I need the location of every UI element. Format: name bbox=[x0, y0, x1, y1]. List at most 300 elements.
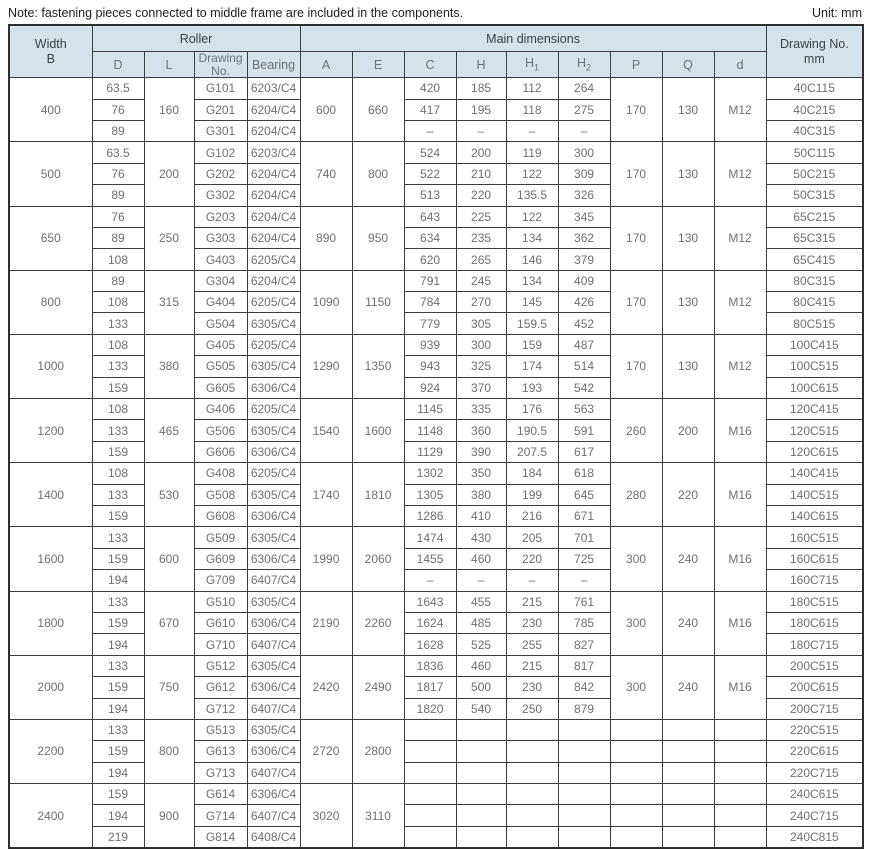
cell-p: 170 bbox=[610, 270, 662, 334]
cell-diameter: 159 bbox=[92, 677, 144, 698]
cell-diameter: 194 bbox=[92, 805, 144, 826]
subheader-d-thread: d bbox=[714, 52, 766, 78]
cell-h1: 255 bbox=[506, 634, 558, 655]
cell-bearing: 6306/C4 bbox=[247, 548, 300, 569]
cell-q: 240 bbox=[662, 655, 714, 719]
cell-drawing-no: 220C715 bbox=[766, 762, 863, 783]
cell-q: 130 bbox=[662, 270, 714, 334]
cell-d-thread: M12 bbox=[714, 206, 766, 270]
cell-e: 2800 bbox=[352, 719, 404, 783]
header-main-dimensions: Main dimensions bbox=[300, 25, 766, 52]
cell-e: 1810 bbox=[352, 463, 404, 527]
cell-h bbox=[456, 784, 506, 805]
cell-h2 bbox=[558, 784, 610, 805]
cell-d-thread bbox=[714, 805, 766, 826]
cell-bearing: 6305/C4 bbox=[247, 313, 300, 334]
cell-bearing: 6306/C4 bbox=[247, 677, 300, 698]
cell-diameter: 159 bbox=[92, 784, 144, 805]
cell-diameter: 108 bbox=[92, 463, 144, 484]
cell-h2 bbox=[558, 826, 610, 848]
note-text: Note: fastening pieces connected to middle frame are included in the components. bbox=[8, 6, 464, 20]
cell-d-thread bbox=[714, 741, 766, 762]
cell-p bbox=[610, 826, 662, 848]
cell-bearing: 6407/C4 bbox=[247, 805, 300, 826]
cell-drawing-no: 80C315 bbox=[766, 270, 863, 291]
cell-diameter: 108 bbox=[92, 399, 144, 420]
cell-drawing: G201 bbox=[194, 99, 247, 120]
table-row bbox=[9, 655, 863, 676]
cell-h2: 300 bbox=[558, 142, 610, 163]
cell-width: 650 bbox=[9, 206, 92, 270]
spec-table bbox=[8, 24, 864, 849]
subheader-drawing-no: Drawing No. bbox=[194, 52, 247, 78]
cell-bearing: 6205/C4 bbox=[247, 249, 300, 270]
cell-h1: 112 bbox=[506, 78, 558, 99]
cell-diameter: 159 bbox=[92, 548, 144, 569]
cell-a: 1090 bbox=[300, 270, 352, 334]
cell-diameter: 89 bbox=[92, 120, 144, 141]
subheader-h2: $H_2$ bbox=[558, 52, 610, 78]
cell-c: 784 bbox=[404, 292, 456, 313]
cell-q: 240 bbox=[662, 591, 714, 655]
cell-h: 300 bbox=[456, 334, 506, 355]
cell-drawing-no: 200C615 bbox=[766, 677, 863, 698]
cell-h: 380 bbox=[456, 484, 506, 505]
cell-drawing: G202 bbox=[194, 163, 247, 184]
table-header bbox=[9, 25, 863, 78]
cell-h1: 193 bbox=[506, 377, 558, 398]
cell-drawing: G714 bbox=[194, 805, 247, 826]
cell-h: 225 bbox=[456, 206, 506, 227]
cell-h1: 118 bbox=[506, 99, 558, 120]
cell-h2: 542 bbox=[558, 377, 610, 398]
cell-h bbox=[456, 826, 506, 848]
cell-diameter: 133 bbox=[92, 527, 144, 548]
cell-c: 1129 bbox=[404, 441, 456, 462]
cell-q: 200 bbox=[662, 399, 714, 463]
subheader-l: L bbox=[144, 52, 194, 78]
cell-width: 2400 bbox=[9, 784, 92, 849]
cell-length: 465 bbox=[144, 399, 194, 463]
cell-q: 240 bbox=[662, 527, 714, 591]
cell-a: 600 bbox=[300, 78, 352, 142]
cell-h: 370 bbox=[456, 377, 506, 398]
cell-h: 220 bbox=[456, 185, 506, 206]
cell-drawing: G613 bbox=[194, 741, 247, 762]
unit-label: Unit: mm bbox=[812, 6, 862, 20]
cell-width: 1800 bbox=[9, 591, 92, 655]
cell-e: 1350 bbox=[352, 334, 404, 398]
cell-h2: 591 bbox=[558, 420, 610, 441]
cell-bearing: 6204/C4 bbox=[247, 270, 300, 291]
cell-bearing: 6204/C4 bbox=[247, 120, 300, 141]
cell-drawing-no: 40C215 bbox=[766, 99, 863, 120]
cell-length: 250 bbox=[144, 206, 194, 270]
cell-h1 bbox=[506, 741, 558, 762]
cell-h2: 264 bbox=[558, 78, 610, 99]
cell-drawing: G713 bbox=[194, 762, 247, 783]
cell-e: 3110 bbox=[352, 784, 404, 849]
cell-bearing: 6205/C4 bbox=[247, 399, 300, 420]
table-row bbox=[9, 826, 863, 848]
cell-drawing: G509 bbox=[194, 527, 247, 548]
cell-drawing-no: 40C115 bbox=[766, 78, 863, 99]
cell-drawing: G101 bbox=[194, 78, 247, 99]
cell-bearing: 6306/C4 bbox=[247, 377, 300, 398]
cell-h1: 250 bbox=[506, 698, 558, 719]
table-row bbox=[9, 784, 863, 805]
cell-h1: 207.5 bbox=[506, 441, 558, 462]
cell-bearing: 6203/C4 bbox=[247, 142, 300, 163]
cell-h: 265 bbox=[456, 249, 506, 270]
cell-c: 1302 bbox=[404, 463, 456, 484]
cell-drawing-no: 220C615 bbox=[766, 741, 863, 762]
cell-length: 380 bbox=[144, 334, 194, 398]
cell-h: 325 bbox=[456, 356, 506, 377]
cell-drawing-no: 160C515 bbox=[766, 527, 863, 548]
cell-h1: 159 bbox=[506, 334, 558, 355]
subheader-d: D bbox=[92, 52, 144, 78]
cell-diameter: 133 bbox=[92, 484, 144, 505]
cell-drawing: G102 bbox=[194, 142, 247, 163]
cell-h2: 842 bbox=[558, 677, 610, 698]
table-row bbox=[9, 334, 863, 355]
cell-diameter: 159 bbox=[92, 741, 144, 762]
cell-h bbox=[456, 719, 506, 740]
cell-diameter: 76 bbox=[92, 163, 144, 184]
cell-drawing: G403 bbox=[194, 249, 247, 270]
cell-h2: 345 bbox=[558, 206, 610, 227]
cell-h1: 176 bbox=[506, 399, 558, 420]
cell-c: 1455 bbox=[404, 548, 456, 569]
cell-diameter: 108 bbox=[92, 249, 144, 270]
header-row-2 bbox=[9, 52, 863, 78]
cell-e: 1150 bbox=[352, 270, 404, 334]
cell-drawing: G814 bbox=[194, 826, 247, 848]
cell-diameter: 108 bbox=[92, 292, 144, 313]
cell-q bbox=[662, 784, 714, 805]
cell-drawing: G303 bbox=[194, 227, 247, 248]
cell-d-thread: M16 bbox=[714, 655, 766, 719]
cell-bearing: 6407/C4 bbox=[247, 698, 300, 719]
cell-bearing: 6305/C4 bbox=[247, 719, 300, 740]
table-row bbox=[9, 399, 863, 420]
subheader-e: E bbox=[352, 52, 404, 78]
cell-diameter: 89 bbox=[92, 227, 144, 248]
cell-d-thread: M16 bbox=[714, 399, 766, 463]
cell-h1: 122 bbox=[506, 206, 558, 227]
cell-width: 500 bbox=[9, 142, 92, 206]
cell-drawing-no: 100C515 bbox=[766, 356, 863, 377]
cell-p: 300 bbox=[610, 655, 662, 719]
cell-a: 1290 bbox=[300, 334, 352, 398]
cell-drawing: G712 bbox=[194, 698, 247, 719]
cell-h1 bbox=[506, 826, 558, 848]
cell-bearing: 6407/C4 bbox=[247, 570, 300, 591]
cell-diameter: 108 bbox=[92, 334, 144, 355]
cell-c: 1624 bbox=[404, 612, 456, 633]
header-row-1 bbox=[9, 25, 863, 52]
cell-d-thread: M12 bbox=[714, 78, 766, 142]
cell-c: 939 bbox=[404, 334, 456, 355]
cell-drawing-no: 240C615 bbox=[766, 784, 863, 805]
cell-drawing-no: 80C515 bbox=[766, 313, 863, 334]
cell-h: 195 bbox=[456, 99, 506, 120]
cell-h1: 174 bbox=[506, 356, 558, 377]
cell-diameter: 159 bbox=[92, 506, 144, 527]
table-row bbox=[9, 142, 863, 163]
cell-width: 1600 bbox=[9, 527, 92, 591]
cell-drawing: G302 bbox=[194, 185, 247, 206]
cell-diameter: 89 bbox=[92, 185, 144, 206]
cell-h: 430 bbox=[456, 527, 506, 548]
cell-bearing: 6305/C4 bbox=[247, 527, 300, 548]
cell-c: 1628 bbox=[404, 634, 456, 655]
cell-drawing-no: 200C515 bbox=[766, 655, 863, 676]
header-roller: Roller bbox=[92, 25, 300, 52]
table-row bbox=[9, 741, 863, 762]
cell-h2: – bbox=[558, 120, 610, 141]
cell-diameter: 133 bbox=[92, 420, 144, 441]
cell-h: 350 bbox=[456, 463, 506, 484]
cell-q: 130 bbox=[662, 78, 714, 142]
cell-h: 210 bbox=[456, 163, 506, 184]
cell-drawing-no: 160C715 bbox=[766, 570, 863, 591]
cell-drawing: G710 bbox=[194, 634, 247, 655]
cell-h2: 879 bbox=[558, 698, 610, 719]
cell-width: 800 bbox=[9, 270, 92, 334]
cell-drawing: G406 bbox=[194, 399, 247, 420]
cell-bearing: 6204/C4 bbox=[247, 99, 300, 120]
cell-d-thread bbox=[714, 784, 766, 805]
cell-h: 245 bbox=[456, 270, 506, 291]
cell-diameter: 133 bbox=[92, 356, 144, 377]
cell-c: 1286 bbox=[404, 506, 456, 527]
cell-c bbox=[404, 826, 456, 848]
cell-c: 1643 bbox=[404, 591, 456, 612]
cell-diameter: 76 bbox=[92, 99, 144, 120]
cell-c: 522 bbox=[404, 163, 456, 184]
cell-diameter: 159 bbox=[92, 612, 144, 633]
cell-bearing: 6305/C4 bbox=[247, 591, 300, 612]
cell-h: 460 bbox=[456, 548, 506, 569]
table-row bbox=[9, 206, 863, 227]
cell-h2: 452 bbox=[558, 313, 610, 334]
cell-h1: 146 bbox=[506, 249, 558, 270]
cell-h2: 617 bbox=[558, 441, 610, 462]
cell-d-thread: M12 bbox=[714, 142, 766, 206]
cell-h2: 362 bbox=[558, 227, 610, 248]
cell-diameter: 133 bbox=[92, 719, 144, 740]
cell-h2: 785 bbox=[558, 612, 610, 633]
cell-drawing-no: 220C515 bbox=[766, 719, 863, 740]
cell-drawing-no: 100C615 bbox=[766, 377, 863, 398]
subheader-h1: $H_1$ bbox=[506, 52, 558, 78]
cell-h: – bbox=[456, 570, 506, 591]
cell-drawing-no: 120C615 bbox=[766, 441, 863, 462]
cell-h1: 230 bbox=[506, 677, 558, 698]
cell-c: 513 bbox=[404, 185, 456, 206]
cell-h1: 215 bbox=[506, 591, 558, 612]
cell-bearing: 6205/C4 bbox=[247, 292, 300, 313]
cell-drawing-no: 65C215 bbox=[766, 206, 863, 227]
cell-drawing-no: 200C715 bbox=[766, 698, 863, 719]
cell-h2 bbox=[558, 805, 610, 826]
cell-c: – bbox=[404, 570, 456, 591]
cell-h2: 817 bbox=[558, 655, 610, 676]
cell-p: 300 bbox=[610, 527, 662, 591]
cell-q bbox=[662, 805, 714, 826]
cell-h bbox=[456, 762, 506, 783]
cell-c: 417 bbox=[404, 99, 456, 120]
cell-h2: 701 bbox=[558, 527, 610, 548]
cell-h: 525 bbox=[456, 634, 506, 655]
cell-h1: 119 bbox=[506, 142, 558, 163]
cell-c: – bbox=[404, 120, 456, 141]
cell-width: 1400 bbox=[9, 463, 92, 527]
cell-width: 400 bbox=[9, 78, 92, 142]
cell-h: 410 bbox=[456, 506, 506, 527]
cell-a: 890 bbox=[300, 206, 352, 270]
cell-d-thread bbox=[714, 762, 766, 783]
table-body bbox=[9, 78, 863, 849]
note-bar bbox=[0, 6, 870, 24]
cell-length: 900 bbox=[144, 784, 194, 849]
cell-c bbox=[404, 805, 456, 826]
cell-p: 280 bbox=[610, 463, 662, 527]
cell-drawing-no: 140C415 bbox=[766, 463, 863, 484]
cell-diameter: 159 bbox=[92, 377, 144, 398]
cell-drawing: G512 bbox=[194, 655, 247, 676]
cell-width: 2000 bbox=[9, 655, 92, 719]
cell-h1: 215 bbox=[506, 655, 558, 676]
cell-drawing: G614 bbox=[194, 784, 247, 805]
cell-d-thread bbox=[714, 826, 766, 848]
cell-h1: 190.5 bbox=[506, 420, 558, 441]
cell-h: 455 bbox=[456, 591, 506, 612]
cell-h: 500 bbox=[456, 677, 506, 698]
cell-drawing: G605 bbox=[194, 377, 247, 398]
cell-p bbox=[610, 719, 662, 740]
cell-p: 170 bbox=[610, 142, 662, 206]
cell-a: 2190 bbox=[300, 591, 352, 655]
cell-drawing: G404 bbox=[194, 292, 247, 313]
cell-c: 1145 bbox=[404, 399, 456, 420]
header-width-b: Width B bbox=[9, 25, 92, 78]
cell-bearing: 6306/C4 bbox=[247, 506, 300, 527]
cell-a: 1740 bbox=[300, 463, 352, 527]
cell-drawing: G505 bbox=[194, 356, 247, 377]
cell-a: 1540 bbox=[300, 399, 352, 463]
cell-d-thread bbox=[714, 719, 766, 740]
cell-drawing-no: 50C315 bbox=[766, 185, 863, 206]
cell-length: 530 bbox=[144, 463, 194, 527]
cell-e: 1600 bbox=[352, 399, 404, 463]
cell-c bbox=[404, 784, 456, 805]
subheader-h: H bbox=[456, 52, 506, 78]
cell-q: 220 bbox=[662, 463, 714, 527]
cell-drawing: G506 bbox=[194, 420, 247, 441]
cell-h1: 230 bbox=[506, 612, 558, 633]
header-drawing-no: Drawing No. mm bbox=[766, 25, 863, 78]
table-row bbox=[9, 719, 863, 740]
cell-d-thread: M12 bbox=[714, 334, 766, 398]
cell-h: – bbox=[456, 120, 506, 141]
cell-h1: 135.5 bbox=[506, 185, 558, 206]
cell-d-thread: M16 bbox=[714, 591, 766, 655]
cell-drawing: G508 bbox=[194, 484, 247, 505]
cell-d-thread: M16 bbox=[714, 463, 766, 527]
cell-bearing: 6204/C4 bbox=[247, 227, 300, 248]
cell-h2: 379 bbox=[558, 249, 610, 270]
cell-h1: – bbox=[506, 120, 558, 141]
cell-c: 620 bbox=[404, 249, 456, 270]
cell-drawing: G408 bbox=[194, 463, 247, 484]
cell-bearing: 6205/C4 bbox=[247, 463, 300, 484]
cell-c: 1817 bbox=[404, 677, 456, 698]
cell-diameter: 194 bbox=[92, 634, 144, 655]
table-row bbox=[9, 463, 863, 484]
cell-length: 750 bbox=[144, 655, 194, 719]
cell-h: 200 bbox=[456, 142, 506, 163]
cell-h2: 275 bbox=[558, 99, 610, 120]
cell-h1: 134 bbox=[506, 227, 558, 248]
cell-width: 2200 bbox=[9, 719, 92, 783]
cell-q bbox=[662, 762, 714, 783]
cell-h2 bbox=[558, 719, 610, 740]
cell-a: 2720 bbox=[300, 719, 352, 783]
table-row bbox=[9, 270, 863, 291]
cell-h1 bbox=[506, 719, 558, 740]
cell-h: 335 bbox=[456, 399, 506, 420]
cell-c: 1474 bbox=[404, 527, 456, 548]
cell-h2: 426 bbox=[558, 292, 610, 313]
cell-h1: 220 bbox=[506, 548, 558, 569]
cell-drawing-no: 80C415 bbox=[766, 292, 863, 313]
cell-p bbox=[610, 805, 662, 826]
cell-h1: 122 bbox=[506, 163, 558, 184]
cell-c: 1148 bbox=[404, 420, 456, 441]
cell-h2: – bbox=[558, 570, 610, 591]
cell-drawing-no: 65C315 bbox=[766, 227, 863, 248]
cell-drawing-no: 40C315 bbox=[766, 120, 863, 141]
cell-bearing: 6408/C4 bbox=[247, 826, 300, 848]
cell-c bbox=[404, 741, 456, 762]
cell-c: 1820 bbox=[404, 698, 456, 719]
cell-bearing: 6305/C4 bbox=[247, 420, 300, 441]
cell-diameter: 63.5 bbox=[92, 142, 144, 163]
cell-h bbox=[456, 805, 506, 826]
cell-diameter: 89 bbox=[92, 270, 144, 291]
subheader-c: C bbox=[404, 52, 456, 78]
cell-drawing-no: 140C615 bbox=[766, 506, 863, 527]
cell-bearing: 6305/C4 bbox=[247, 655, 300, 676]
cell-drawing-no: 240C715 bbox=[766, 805, 863, 826]
cell-h1: 199 bbox=[506, 484, 558, 505]
cell-c bbox=[404, 762, 456, 783]
cell-drawing: G612 bbox=[194, 677, 247, 698]
cell-c: 420 bbox=[404, 78, 456, 99]
cell-d-thread: M12 bbox=[714, 270, 766, 334]
cell-p: 170 bbox=[610, 78, 662, 142]
cell-q: 130 bbox=[662, 142, 714, 206]
cell-drawing: G301 bbox=[194, 120, 247, 141]
cell-bearing: 6306/C4 bbox=[247, 441, 300, 462]
cell-drawing: G608 bbox=[194, 506, 247, 527]
cell-bearing: 6306/C4 bbox=[247, 612, 300, 633]
cell-length: 160 bbox=[144, 78, 194, 142]
cell-drawing: G405 bbox=[194, 334, 247, 355]
